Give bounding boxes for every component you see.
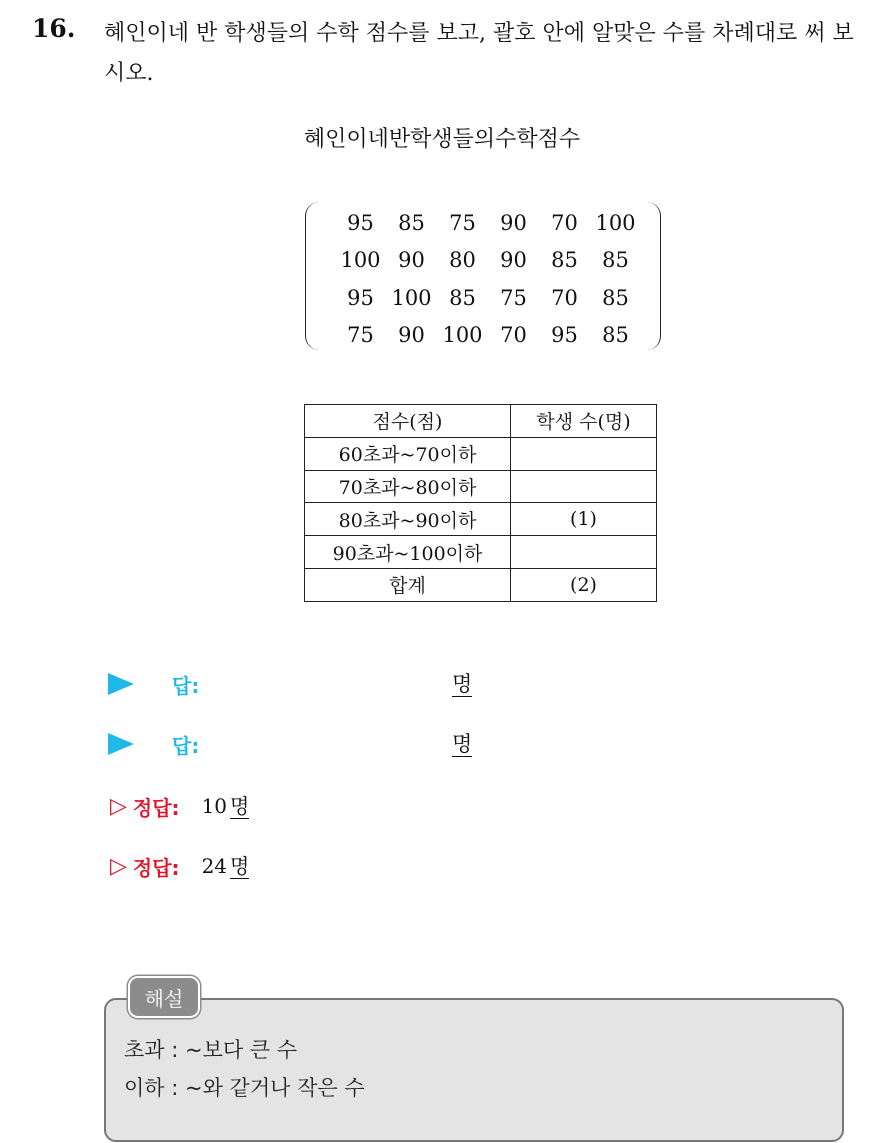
score-cell: 100 (442, 323, 483, 348)
score-cell: 70 (551, 285, 578, 310)
score-cell: 85 (551, 248, 578, 273)
score-cell: 90 (398, 323, 425, 348)
count-cell: (1) (511, 503, 657, 536)
score-cell: 75 (347, 323, 374, 348)
column-header-score: 점수(점) (305, 405, 511, 438)
correct-unit: 명 (230, 793, 250, 818)
score-grid (335, 204, 641, 354)
score-cell: 75 (500, 285, 527, 310)
total-label-cell: 합계 (305, 568, 511, 601)
table-row (305, 536, 657, 569)
table-header-row (305, 405, 657, 438)
correct-unit: 명 (230, 853, 250, 878)
correct-value: 24 (201, 854, 228, 878)
play-arrow-icon (108, 733, 134, 755)
count-cell (511, 437, 657, 470)
table-row (305, 470, 657, 503)
question-text: 혜인이네 반 학생들의 수학 점수를 보고, 괄호 안에 알맞은 수를 차례대로 써 보시오. (104, 21, 854, 86)
question-number: 16. (32, 14, 76, 43)
score-cell: 75 (449, 210, 476, 235)
score-cell: 90 (500, 248, 527, 273)
score-cell: 85 (602, 248, 629, 273)
score-cell: 100 (391, 285, 432, 310)
range-cell: 60초과~70이하 (305, 437, 511, 470)
score-cell: 95 (551, 323, 578, 348)
count-cell (511, 470, 657, 503)
range-cell: 80초과~90이하 (305, 503, 511, 536)
score-cell: 90 (500, 210, 527, 235)
score-cell: 95 (347, 210, 374, 235)
score-cell: 95 (347, 285, 374, 310)
score-cell: 100 (340, 248, 381, 273)
explanation-tag: 해설 (128, 976, 200, 1018)
score-cell: 85 (449, 285, 476, 310)
range-cell: 70초과~80이하 (305, 470, 511, 503)
score-cell: 80 (449, 248, 476, 273)
answer-unit: 명 (452, 731, 473, 756)
table-row (305, 503, 657, 536)
column-header-count: 학생 수(명) (511, 405, 657, 438)
correct-label: 정답: (132, 795, 180, 820)
frequency-table (304, 404, 657, 602)
range-cell: 90초과~100이하 (305, 536, 511, 569)
answer-label: 답: (172, 733, 200, 758)
score-cell: 85 (602, 323, 629, 348)
total-count-cell: (2) (511, 568, 657, 601)
score-cell: 85 (398, 210, 425, 235)
explanation-line: 초과 : ~보다 큰 수 (124, 1038, 298, 1062)
answer-row-2[interactable] (108, 724, 473, 764)
play-arrow-icon (108, 673, 134, 695)
data-title: 혜인이네반학생들의수학점수 (303, 127, 581, 152)
score-cell: 90 (398, 248, 425, 273)
score-cell: 70 (551, 210, 578, 235)
outline-arrow-icon: ▷ (110, 793, 127, 819)
outline-arrow-icon: ▷ (110, 853, 127, 879)
score-cell: 70 (500, 323, 527, 348)
answer-row-1[interactable] (108, 664, 473, 704)
score-cell: 100 (595, 210, 636, 235)
answer-unit: 명 (452, 671, 473, 696)
correct-label: 정답: (132, 855, 180, 880)
explanation-box (104, 998, 844, 1142)
table-row (305, 437, 657, 470)
correct-answer-row-2 (110, 846, 249, 886)
correct-value: 10 (201, 794, 228, 818)
explanation-line: 이하 : ~와 같거나 작은 수 (124, 1076, 365, 1100)
count-cell (511, 536, 657, 569)
correct-answer-row-1 (110, 786, 249, 826)
answer-label: 답: (172, 673, 200, 698)
score-cell: 85 (602, 285, 629, 310)
table-row (305, 568, 657, 601)
